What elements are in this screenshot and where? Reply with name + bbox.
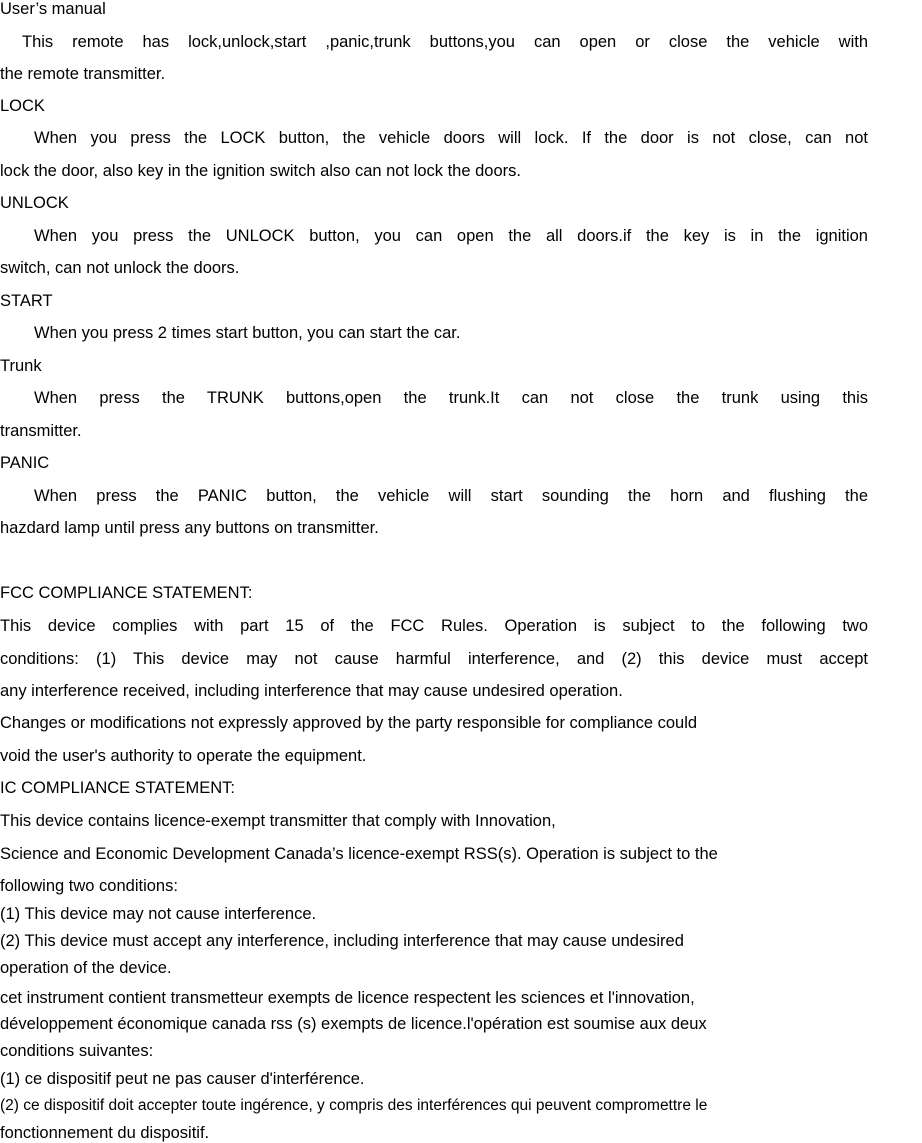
ic-line-6: operation of the device. [0,959,172,977]
ic-line-2: Science and Economic Development Canada’s licence-exempt RSS(s). Operation is subject to the [0,845,718,863]
ic-line-8: développement économique canada rss (s) exempts de licence.l'opération est soumise aux deux [0,1015,707,1033]
start-heading: START [0,292,53,310]
trunk-heading: Trunk [0,357,42,375]
ic-line-12: fonctionnement du dispositif. [0,1124,210,1142]
intro-line-2: the remote transmitter. [0,65,166,83]
lock-line-2: lock the door, also key in the ignition switch also can not lock the doors. [0,162,521,180]
lock-heading: LOCK [0,97,45,115]
ic-line-11: (2) ce dispositif doit accepter toute ingérence, y compris des interférences qui peuvent compromettre le [0,1097,708,1114]
ic-line-7: cet instrument contient transmetteur exempts de licence respectent les sciences et l'innovation, [0,989,695,1007]
fcc-heading: FCC COMPLIANCE STATEMENT: [0,584,253,602]
fcc-line-4: Changes or modifications not expressly approved by the party responsible for compliance could [0,714,698,732]
trunk-line-1: When press the TRUNK buttons,open the trunk.It can not close the trunk using this [34,389,868,407]
fcc-line-3: any interference received, including interference that may cause undesired operation. [0,682,623,700]
ic-line-1: This device contains licence-exempt transmitter that comply with Innovation, [0,812,556,830]
unlock-heading: UNLOCK [0,194,69,212]
unlock-line-2: switch, can not unlock the doors. [0,259,240,277]
lock-line-1: When you press the LOCK button, the vehicle doors will lock. If the door is not close, can not [34,129,868,147]
ic-line-5: (2) This device must accept any interference, including interference that may cause undesired [0,932,684,950]
ic-line-9: conditions suivantes: [0,1042,154,1060]
panic-line-2: hazdard lamp until press any buttons on transmitter. [0,519,379,537]
fcc-line-1: This device complies with part 15 of the FCC Rules. Operation is subject to the following two [0,617,868,635]
ic-heading: IC COMPLIANCE STATEMENT: [0,779,235,797]
intro-line-1: This remote has lock,unlock,start ,panic,trunk buttons,you can open or close the vehicle with [22,33,868,51]
ic-line-10: (1) ce dispositif peut ne pas causer d'interférence. [0,1070,365,1088]
fcc-line-2: conditions: (1) This device may not cause harmful interference, and (2) this device must accept [0,650,868,668]
ic-line-4: (1) This device may not cause interference. [0,905,317,923]
unlock-line-1: When you press the UNLOCK button, you can open the all doors.if the key is in the ignition [34,227,868,245]
ic-line-3: following two conditions: [0,877,178,895]
trunk-line-2: transmitter. [0,422,82,440]
panic-heading: PANIC [0,454,50,472]
panic-line-1: When press the PANIC button, the vehicle will start sounding the horn and flushing the [34,487,868,505]
manual-title: User’s manual [0,0,106,18]
start-line-1: When you press 2 times start button, you can start the car. [34,324,461,342]
fcc-line-5: void the user's authority to operate the equipment. [0,747,367,765]
